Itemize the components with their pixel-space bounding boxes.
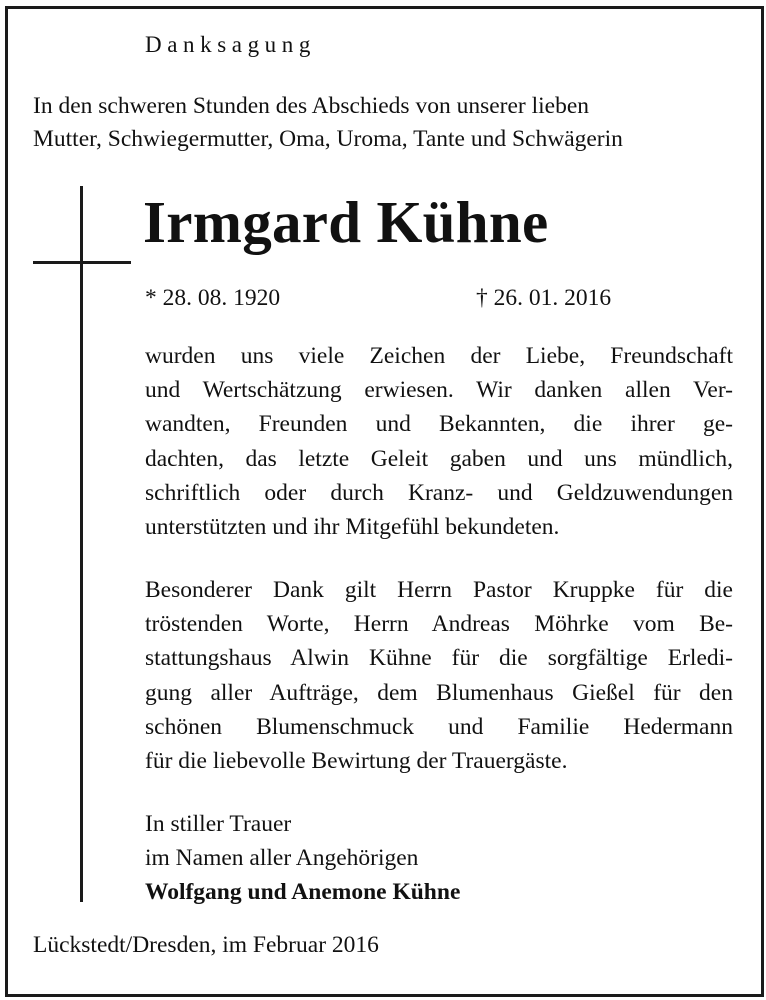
closing-block xyxy=(145,807,460,909)
paragraph-line: unterstützten und ihr Mitgefühl bekundeten. xyxy=(145,513,560,540)
paragraph-line: für die liebevolle Bewirtung der Trauergäste. xyxy=(145,747,568,774)
paragraph-line: tröstenden Worte, Herrn Andreas Möhrke vom Be- xyxy=(145,611,733,638)
deceased-name: Irmgard Kühne xyxy=(143,189,549,255)
paragraph-line: Besonderer Dank gilt Herrn Pastor Kruppke für die xyxy=(145,577,733,603)
closing-line: im Namen aller Angehörigen xyxy=(145,845,419,871)
birth-date: * 28. 08. 1920 xyxy=(145,285,281,311)
death-date: † 26. 01. 2016 xyxy=(476,285,612,311)
special-thanks-paragraph xyxy=(145,573,733,778)
paragraph-line: dachten, das letzte Geleit gaben und uns mündlich, xyxy=(145,445,733,472)
intro-line: Mutter, Schwiegermutter, Oma, Uroma, Tante und Schwägerin xyxy=(33,126,623,152)
intro-text xyxy=(33,90,733,156)
paragraph-line: wurden uns viele Zeichen der Liebe, Freundschaft xyxy=(145,343,733,369)
paragraph-line: schriftlich oder durch Kranz- und Geldzuwendungen xyxy=(145,479,733,506)
paragraph-line: schönen Blumenschmuck und Familie Hedermann xyxy=(145,713,733,740)
closing-line: In stiller Trauer xyxy=(145,811,292,837)
cross-horizontal-bar xyxy=(33,261,131,264)
place-and-date: Lückstedt/Dresden, im Februar 2016 xyxy=(33,932,379,958)
intro-line: In den schweren Stunden des Abschieds von unserer lieben xyxy=(33,93,590,119)
paragraph-line: stattungshaus Alwin Kühne für die sorgfältige Erledi- xyxy=(145,645,733,672)
paragraph-line: und Wertschätzung erwiesen. Wir danken allen Ver- xyxy=(145,377,733,404)
paragraph-line: gung aller Aufträge, dem Blumenhaus Gießel für den xyxy=(145,679,733,706)
thanks-paragraph xyxy=(145,339,733,544)
notice-heading: Danksagung xyxy=(145,32,316,57)
paragraph-line: wandten, Freunden und Bekannten, die ihrer ge- xyxy=(145,411,733,438)
signers: Wolfgang und Anemone Kühne xyxy=(145,879,461,905)
cross-vertical-bar xyxy=(80,186,83,902)
